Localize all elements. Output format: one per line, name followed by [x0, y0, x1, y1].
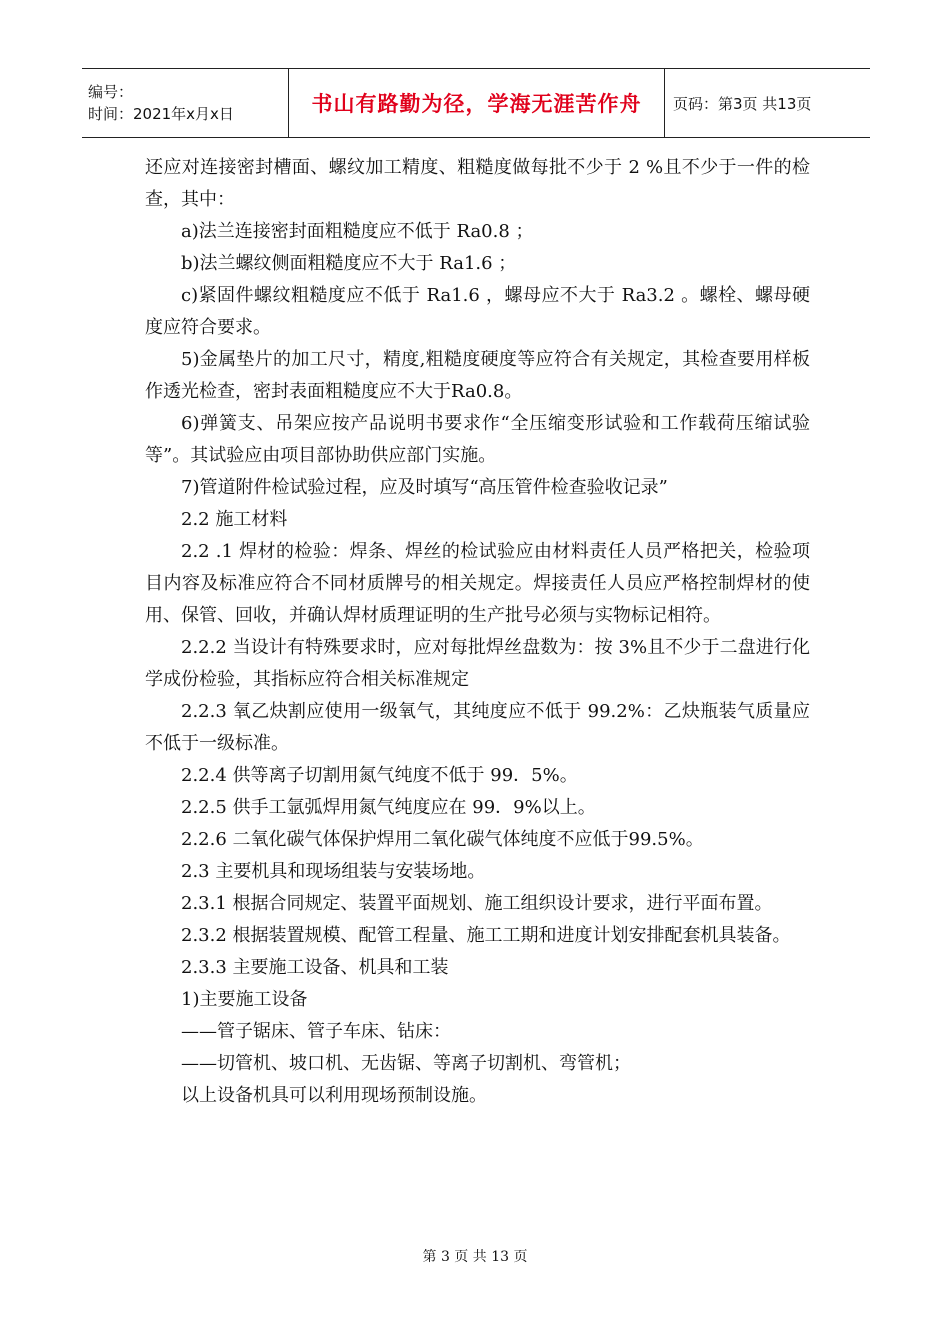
header-motto-cell [289, 69, 665, 137]
paragraph: 5)金属垫片的加工尺寸，精度,粗糙度硬度等应符合有关规定，其检查要用样板作透光检查，密封表面粗糙度应不大于Ra0.8。 [145, 349, 810, 402]
paragraph: 2.2 .1 焊材的检验：焊条、焊丝的检试验应由材料责任人员严格把关，检验项目内容及标准应符合不同材质牌号的相关规定。焊接责任人员应严格控制焊材的使用、保管、回收，并确认焊材质理证明的生产批号必须与实物标记相符。 [145, 541, 810, 626]
paragraph: 2.2 施工材料 [181, 509, 288, 530]
paragraph: 以上设备机具可以利用现场预制设施。 [181, 1085, 487, 1106]
header-page-info-cell [665, 69, 811, 137]
document-body [145, 152, 810, 1112]
paragraph: ——管子锯床、管子车床、钻床： [181, 1021, 451, 1042]
paragraph: 2.3.3 主要施工设备、机具和工装 [181, 957, 449, 978]
paragraph: b)法兰螺纹侧面粗糙度应不大于 Ra1.6 ； [181, 253, 517, 274]
header-page-info: 页码：第3页 共13页 [673, 94, 812, 113]
paragraph: ——切管机、坡口机、无齿锯、等离子切割机、弯管机； [181, 1053, 631, 1074]
header-meta [82, 69, 289, 137]
paragraph: 2.2.4 供等离子切割用氮气纯度不低于 99．5%。 [181, 765, 578, 786]
page-header [82, 68, 870, 138]
paragraph: 2.2.3 氧乙炔割应使用一级氧气，其纯度应不低于 99.2%：乙炔瓶装气质量应不低于一级标准。 [145, 701, 810, 754]
paragraph: 7)管道附件检试验过程，应及时填写“高压管件检查验收记录” [181, 477, 668, 498]
paragraph: 2.2.5 供手工氩弧焊用氮气纯度应在 99．9%以上。 [181, 797, 596, 818]
paragraph: 6)弹簧支、吊架应按产品说明书要求作“全压缩变形试验和工作载荷压缩试验等”。其试验应由项目部协助供应部门实施。 [145, 413, 810, 466]
paragraph: 2.3 主要机具和现场组装与安装场地。 [181, 861, 486, 882]
paragraph: a)法兰连接密封面粗糙度应不低于 Ra0.8 ； [181, 221, 534, 242]
document-time-label: 时间：2021年x月x日 [88, 105, 234, 123]
document-number-label: 编号： [88, 83, 134, 101]
paragraph: 2.3.2 根据装置规模、配管工程量、施工工期和进度计划安排配套机具装备。 [181, 925, 791, 946]
paragraph: 还应对连接密封槽面、螺纹加工精度、粗糙度做每批不少于 2 %且不少于一件的检查，其中： [145, 157, 810, 210]
paragraph: 1)主要施工设备 [181, 989, 308, 1010]
paragraph: 2.3.1 根据合同规定、装置平面规划、施工组织设计要求，进行平面布置。 [181, 893, 773, 914]
paragraph: c)紧固件螺纹粗糙度应不低于 Ra1.6 ，螺母应不大于 Ra3.2 。螺栓、螺母硬度应符合要求。 [145, 285, 810, 338]
paragraph: 2.2.2 当设计有特殊要求时，应对每批焊丝盘数为：按 3%且不少于二盘进行化学成份检验，其指标应符合相关标准规定 [145, 637, 810, 690]
page-footer: 第 3 页 共 13 页 [422, 1249, 528, 1265]
header-motto: 书山有路勤为径，学海无涯苦作舟 [311, 92, 642, 116]
paragraph: 2.2.6 二氧化碳气体保护焊用二氧化碳气体纯度不应低于99.5%。 [181, 829, 704, 850]
